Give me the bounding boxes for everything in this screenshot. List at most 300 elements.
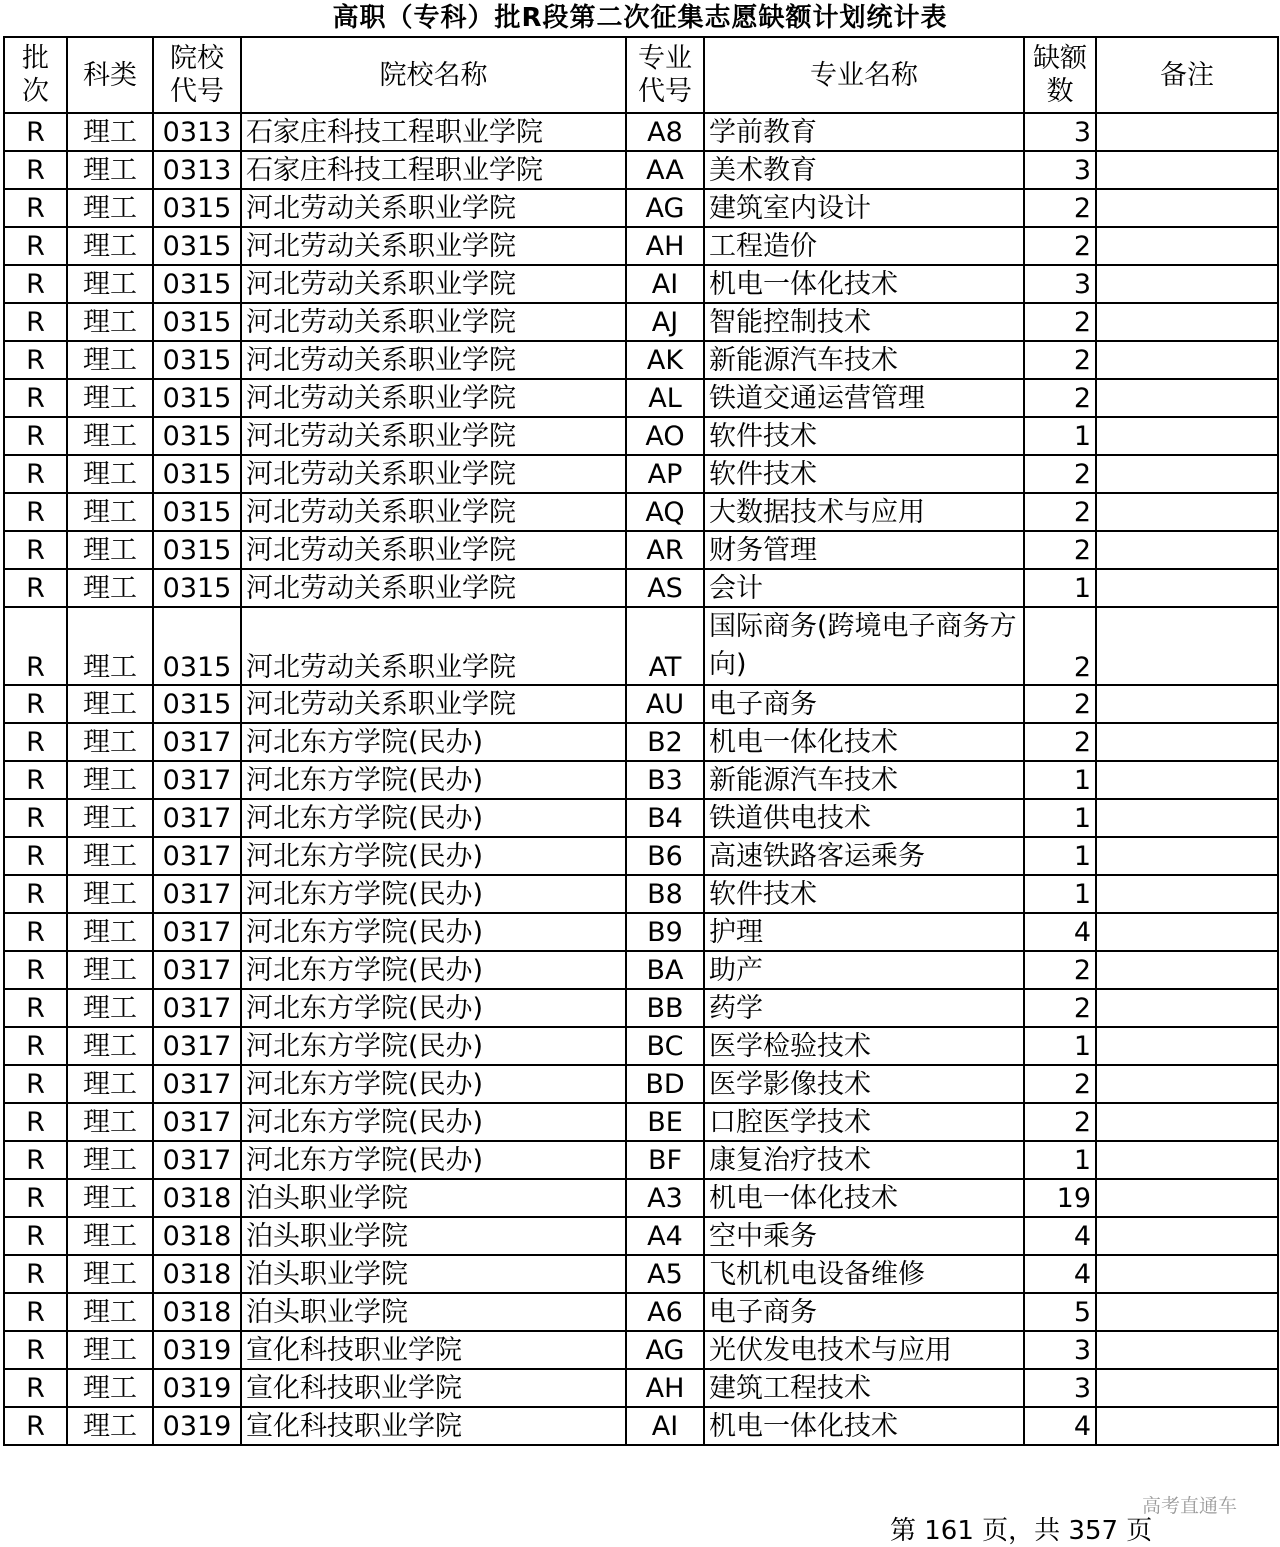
cell-major-code: BB	[626, 989, 704, 1027]
page-title: 高职（专科）批R段第二次征集志愿缺额计划统计表	[332, 3, 948, 33]
cell-remarks	[1096, 913, 1278, 951]
cell-major-code: AI	[626, 1407, 704, 1445]
cell-batch: R	[4, 417, 67, 455]
cell-school-code: 0318	[153, 1179, 241, 1217]
cell-school-code: 0313	[153, 151, 241, 189]
cell-vacancy: 2	[1024, 685, 1096, 723]
cell-remarks	[1096, 723, 1278, 761]
cell-major-code: AQ	[626, 493, 704, 531]
cell-major-code: AJ	[626, 303, 704, 341]
cell-remarks	[1096, 1255, 1278, 1293]
cell-school-name: 河北劳动关系职业学院	[241, 379, 626, 417]
cell-school-code: 0317	[153, 837, 241, 875]
cell-major-code: A4	[626, 1217, 704, 1255]
cell-school-name: 河北劳动关系职业学院	[241, 265, 626, 303]
table-row	[4, 113, 1278, 151]
cell-school-code: 0317	[153, 951, 241, 989]
cell-school-name: 河北东方学院(民办)	[241, 1103, 626, 1141]
header-major-code	[626, 37, 704, 113]
cell-major-code: BF	[626, 1141, 704, 1179]
cell-school-name: 河北劳动关系职业学院	[241, 493, 626, 531]
cell-remarks	[1096, 1027, 1278, 1065]
table-row	[4, 607, 1278, 685]
cell-remarks	[1096, 455, 1278, 493]
cell-school-code: 0319	[153, 1407, 241, 1445]
cell-major-code: B4	[626, 799, 704, 837]
cell-major-name: 会计	[704, 569, 1024, 607]
cell-major-name: 财务管理	[704, 531, 1024, 569]
quota-table	[3, 36, 1279, 1446]
cell-batch: R	[4, 493, 67, 531]
cell-school-name: 宣化科技职业学院	[241, 1331, 626, 1369]
cell-remarks	[1096, 1217, 1278, 1255]
cell-category: 理工	[67, 1407, 153, 1445]
cell-major-name: 智能控制技术	[704, 303, 1024, 341]
cell-school-code: 0315	[153, 379, 241, 417]
cell-remarks	[1096, 685, 1278, 723]
cell-major-code: A3	[626, 1179, 704, 1217]
cell-vacancy: 1	[1024, 875, 1096, 913]
cell-remarks	[1096, 113, 1278, 151]
cell-major-code: B8	[626, 875, 704, 913]
cell-remarks	[1096, 417, 1278, 455]
cell-school-code: 0315	[153, 455, 241, 493]
cell-major-name: 光伏发电技术与应用	[704, 1331, 1024, 1369]
cell-school-code: 0318	[153, 1293, 241, 1331]
cell-category: 理工	[67, 1369, 153, 1407]
cell-category: 理工	[67, 761, 153, 799]
cell-school-name: 河北东方学院(民办)	[241, 723, 626, 761]
cell-school-code: 0317	[153, 989, 241, 1027]
table-row	[4, 685, 1278, 723]
cell-major-name: 工程造价	[704, 227, 1024, 265]
cell-vacancy: 4	[1024, 1255, 1096, 1293]
cell-major-code: BA	[626, 951, 704, 989]
header-batch-line2: 次	[22, 76, 49, 107]
cell-school-name: 石家庄科技工程职业学院	[241, 113, 626, 151]
cell-category: 理工	[67, 379, 153, 417]
watermark: 高考直通车	[1142, 1495, 1238, 1517]
cell-major-code: AK	[626, 341, 704, 379]
cell-vacancy: 2	[1024, 1103, 1096, 1141]
cell-batch: R	[4, 1065, 67, 1103]
cell-school-name: 河北东方学院(民办)	[241, 1065, 626, 1103]
table-row	[4, 569, 1278, 607]
cell-school-name: 泊头职业学院	[241, 1217, 626, 1255]
cell-school-code: 0318	[153, 1255, 241, 1293]
cell-major-name: 美术教育	[704, 151, 1024, 189]
cell-batch: R	[4, 113, 67, 151]
cell-school-name: 河北东方学院(民办)	[241, 799, 626, 837]
table-row	[4, 227, 1278, 265]
cell-vacancy: 1	[1024, 761, 1096, 799]
cell-school-code: 0319	[153, 1369, 241, 1407]
cell-category: 理工	[67, 417, 153, 455]
cell-school-code: 0315	[153, 493, 241, 531]
cell-category: 理工	[67, 875, 153, 913]
cell-category: 理工	[67, 1217, 153, 1255]
cell-major-name: 软件技术	[704, 417, 1024, 455]
cell-batch: R	[4, 1407, 67, 1445]
cell-major-code: A6	[626, 1293, 704, 1331]
cell-major-name: 软件技术	[704, 875, 1024, 913]
cell-remarks	[1096, 493, 1278, 531]
cell-vacancy: 19	[1024, 1179, 1096, 1217]
cell-school-name: 泊头职业学院	[241, 1255, 626, 1293]
table-row	[4, 417, 1278, 455]
cell-school-name: 河北东方学院(民办)	[241, 1027, 626, 1065]
cell-major-name: 大数据技术与应用	[704, 493, 1024, 531]
table-header-row	[4, 37, 1278, 113]
table-row	[4, 1407, 1278, 1445]
cell-major-name: 机电一体化技术	[704, 723, 1024, 761]
cell-category: 理工	[67, 1027, 153, 1065]
cell-major-code: AR	[626, 531, 704, 569]
cell-vacancy: 2	[1024, 723, 1096, 761]
cell-school-code: 0317	[153, 723, 241, 761]
cell-vacancy: 2	[1024, 379, 1096, 417]
cell-category: 理工	[67, 227, 153, 265]
cell-major-code: B6	[626, 837, 704, 875]
cell-major-name: 铁道交通运营管理	[704, 379, 1024, 417]
cell-school-name: 宣化科技职业学院	[241, 1407, 626, 1445]
table-row	[4, 151, 1278, 189]
header-vacancy-line2: 数	[1046, 76, 1074, 107]
cell-major-name: 铁道供电技术	[704, 799, 1024, 837]
cell-batch: R	[4, 189, 67, 227]
table-row	[4, 1255, 1278, 1293]
header-school-code-line2: 代号	[170, 76, 224, 107]
cell-category: 理工	[67, 455, 153, 493]
cell-major-name: 高速铁路客运乘务	[704, 837, 1024, 875]
cell-major-code: AI	[626, 265, 704, 303]
table-row	[4, 951, 1278, 989]
cell-remarks	[1096, 227, 1278, 265]
cell-category: 理工	[67, 1141, 153, 1179]
cell-major-name: 口腔医学技术	[704, 1103, 1024, 1141]
cell-category: 理工	[67, 913, 153, 951]
cell-batch: R	[4, 1255, 67, 1293]
cell-batch: R	[4, 951, 67, 989]
cell-vacancy: 4	[1024, 1217, 1096, 1255]
cell-batch: R	[4, 531, 67, 569]
cell-school-name: 河北劳动关系职业学院	[241, 189, 626, 227]
cell-school-code: 0317	[153, 1027, 241, 1065]
cell-school-code: 0315	[153, 341, 241, 379]
header-batch	[4, 37, 67, 113]
cell-vacancy: 2	[1024, 1065, 1096, 1103]
cell-school-code: 0315	[153, 569, 241, 607]
cell-vacancy: 2	[1024, 989, 1096, 1027]
cell-category: 理工	[67, 1179, 153, 1217]
cell-category: 理工	[67, 1331, 153, 1369]
cell-school-code: 0315	[153, 607, 241, 685]
cell-remarks	[1096, 531, 1278, 569]
cell-major-code: AT	[626, 607, 704, 685]
cell-major-name: 新能源汽车技术	[704, 761, 1024, 799]
cell-major-name: 国际商务(跨境电子商务方向)	[704, 607, 1024, 685]
cell-batch: R	[4, 761, 67, 799]
cell-remarks	[1096, 1331, 1278, 1369]
cell-school-name: 河北劳动关系职业学院	[241, 685, 626, 723]
cell-major-name: 电子商务	[704, 685, 1024, 723]
cell-vacancy: 2	[1024, 227, 1096, 265]
cell-school-code: 0318	[153, 1217, 241, 1255]
cell-school-code: 0317	[153, 1141, 241, 1179]
cell-vacancy: 2	[1024, 303, 1096, 341]
cell-batch: R	[4, 569, 67, 607]
cell-batch: R	[4, 1369, 67, 1407]
cell-batch: R	[4, 875, 67, 913]
cell-category: 理工	[67, 989, 153, 1027]
cell-school-name: 河北东方学院(民办)	[241, 837, 626, 875]
cell-vacancy: 3	[1024, 265, 1096, 303]
cell-remarks	[1096, 265, 1278, 303]
cell-school-name: 河北劳动关系职业学院	[241, 455, 626, 493]
cell-major-code: AH	[626, 1369, 704, 1407]
cell-batch: R	[4, 723, 67, 761]
cell-school-name: 石家庄科技工程职业学院	[241, 151, 626, 189]
cell-school-name: 河北东方学院(民办)	[241, 989, 626, 1027]
cell-major-name: 学前教育	[704, 113, 1024, 151]
cell-school-code: 0317	[153, 799, 241, 837]
cell-vacancy: 1	[1024, 569, 1096, 607]
cell-school-name: 宣化科技职业学院	[241, 1369, 626, 1407]
cell-remarks	[1096, 1065, 1278, 1103]
cell-school-code: 0315	[153, 265, 241, 303]
cell-major-name: 空中乘务	[704, 1217, 1024, 1255]
table-row	[4, 265, 1278, 303]
table-row	[4, 1217, 1278, 1255]
header-major-code-line1: 专业	[638, 43, 692, 74]
table-row	[4, 913, 1278, 951]
cell-remarks	[1096, 989, 1278, 1027]
cell-major-name: 助产	[704, 951, 1024, 989]
cell-major-code: AL	[626, 379, 704, 417]
cell-school-name: 河北劳动关系职业学院	[241, 341, 626, 379]
cell-vacancy: 1	[1024, 799, 1096, 837]
cell-school-name: 河北东方学院(民办)	[241, 951, 626, 989]
cell-major-code: BC	[626, 1027, 704, 1065]
table-row	[4, 1065, 1278, 1103]
cell-school-code: 0315	[153, 303, 241, 341]
cell-vacancy: 1	[1024, 417, 1096, 455]
table-row	[4, 455, 1278, 493]
cell-category: 理工	[67, 189, 153, 227]
cell-remarks	[1096, 1103, 1278, 1141]
cell-major-code: BE	[626, 1103, 704, 1141]
cell-remarks	[1096, 341, 1278, 379]
header-major-name: 专业名称	[704, 37, 1024, 113]
cell-major-code: B3	[626, 761, 704, 799]
cell-vacancy: 2	[1024, 607, 1096, 685]
cell-category: 理工	[67, 607, 153, 685]
table-body	[4, 113, 1278, 1445]
cell-major-code: A8	[626, 113, 704, 151]
header-vacancy-line1: 缺额	[1033, 43, 1087, 74]
cell-major-name: 药学	[704, 989, 1024, 1027]
table-row	[4, 723, 1278, 761]
cell-vacancy: 3	[1024, 113, 1096, 151]
cell-batch: R	[4, 227, 67, 265]
cell-school-name: 河北东方学院(民办)	[241, 1141, 626, 1179]
cell-category: 理工	[67, 341, 153, 379]
cell-remarks	[1096, 151, 1278, 189]
table-row	[4, 1141, 1278, 1179]
cell-major-name: 建筑室内设计	[704, 189, 1024, 227]
cell-major-code: AA	[626, 151, 704, 189]
cell-batch: R	[4, 341, 67, 379]
cell-category: 理工	[67, 531, 153, 569]
cell-major-name: 机电一体化技术	[704, 1407, 1024, 1445]
cell-major-code: AG	[626, 189, 704, 227]
cell-vacancy: 5	[1024, 1293, 1096, 1331]
table-row	[4, 303, 1278, 341]
table-row	[4, 493, 1278, 531]
cell-school-code: 0317	[153, 1103, 241, 1141]
cell-batch: R	[4, 1293, 67, 1331]
cell-school-name: 河北东方学院(民办)	[241, 875, 626, 913]
cell-vacancy: 3	[1024, 151, 1096, 189]
cell-major-name: 医学检验技术	[704, 1027, 1024, 1065]
cell-category: 理工	[67, 685, 153, 723]
cell-major-name: 机电一体化技术	[704, 265, 1024, 303]
cell-remarks	[1096, 569, 1278, 607]
cell-major-name: 建筑工程技术	[704, 1369, 1024, 1407]
cell-batch: R	[4, 379, 67, 417]
cell-remarks	[1096, 799, 1278, 837]
cell-vacancy: 1	[1024, 1141, 1096, 1179]
cell-major-name: 机电一体化技术	[704, 1179, 1024, 1217]
cell-major-code: AG	[626, 1331, 704, 1369]
cell-category: 理工	[67, 1293, 153, 1331]
cell-school-code: 0315	[153, 227, 241, 265]
cell-batch: R	[4, 837, 67, 875]
cell-school-name: 河北劳动关系职业学院	[241, 569, 626, 607]
cell-school-code: 0317	[153, 1065, 241, 1103]
cell-school-code: 0315	[153, 685, 241, 723]
table-row	[4, 1293, 1278, 1331]
cell-vacancy: 1	[1024, 837, 1096, 875]
cell-school-code: 0315	[153, 531, 241, 569]
table-row	[4, 1179, 1278, 1217]
cell-remarks	[1096, 1407, 1278, 1445]
cell-major-code: BD	[626, 1065, 704, 1103]
cell-vacancy: 3	[1024, 1369, 1096, 1407]
cell-major-code: B9	[626, 913, 704, 951]
cell-school-name: 河北劳动关系职业学院	[241, 227, 626, 265]
header-remarks: 备注	[1096, 37, 1278, 113]
table-row	[4, 531, 1278, 569]
cell-remarks	[1096, 1293, 1278, 1331]
cell-school-code: 0315	[153, 189, 241, 227]
cell-category: 理工	[67, 303, 153, 341]
cell-vacancy: 2	[1024, 455, 1096, 493]
table-row	[4, 341, 1278, 379]
cell-major-code: AU	[626, 685, 704, 723]
cell-category: 理工	[67, 265, 153, 303]
cell-major-code: AS	[626, 569, 704, 607]
cell-category: 理工	[67, 569, 153, 607]
cell-vacancy: 2	[1024, 189, 1096, 227]
cell-school-code: 0317	[153, 761, 241, 799]
cell-major-name: 护理	[704, 913, 1024, 951]
cell-remarks	[1096, 1179, 1278, 1217]
table-row	[4, 1369, 1278, 1407]
cell-remarks	[1096, 1141, 1278, 1179]
header-school-code	[153, 37, 241, 113]
cell-batch: R	[4, 913, 67, 951]
header-major-code-line2: 代号	[638, 76, 692, 107]
cell-category: 理工	[67, 837, 153, 875]
cell-remarks	[1096, 379, 1278, 417]
cell-category: 理工	[67, 493, 153, 531]
cell-major-code: B2	[626, 723, 704, 761]
cell-vacancy: 3	[1024, 1331, 1096, 1369]
cell-school-name: 河北劳动关系职业学院	[241, 607, 626, 685]
cell-major-name: 飞机机电设备维修	[704, 1255, 1024, 1293]
cell-category: 理工	[67, 951, 153, 989]
cell-major-code: AH	[626, 227, 704, 265]
cell-vacancy: 2	[1024, 493, 1096, 531]
header-school-code-line1: 院校	[170, 43, 224, 74]
cell-remarks	[1096, 761, 1278, 799]
header-batch-line1: 批	[22, 43, 49, 74]
cell-remarks	[1096, 303, 1278, 341]
cell-batch: R	[4, 799, 67, 837]
cell-remarks	[1096, 837, 1278, 875]
cell-batch: R	[4, 1179, 67, 1217]
cell-vacancy: 2	[1024, 531, 1096, 569]
cell-major-code: A5	[626, 1255, 704, 1293]
table-row	[4, 379, 1278, 417]
cell-batch: R	[4, 685, 67, 723]
cell-batch: R	[4, 303, 67, 341]
cell-major-name: 电子商务	[704, 1293, 1024, 1331]
cell-remarks	[1096, 607, 1278, 685]
cell-vacancy: 2	[1024, 951, 1096, 989]
cell-school-name: 泊头职业学院	[241, 1293, 626, 1331]
cell-category: 理工	[67, 1103, 153, 1141]
cell-category: 理工	[67, 1065, 153, 1103]
table-row	[4, 189, 1278, 227]
cell-batch: R	[4, 1141, 67, 1179]
cell-vacancy: 4	[1024, 1407, 1096, 1445]
cell-school-code: 0315	[153, 417, 241, 455]
cell-vacancy: 1	[1024, 1027, 1096, 1065]
cell-category: 理工	[67, 723, 153, 761]
header-vacancy	[1024, 37, 1096, 113]
cell-batch: R	[4, 455, 67, 493]
cell-batch: R	[4, 607, 67, 685]
cell-batch: R	[4, 989, 67, 1027]
cell-vacancy: 2	[1024, 341, 1096, 379]
cell-school-code: 0313	[153, 113, 241, 151]
table-row	[4, 1027, 1278, 1065]
cell-remarks	[1096, 875, 1278, 913]
header-category: 科类	[67, 37, 153, 113]
cell-school-name: 河北劳动关系职业学院	[241, 531, 626, 569]
cell-school-name: 河北东方学院(民办)	[241, 761, 626, 799]
cell-school-name: 河北东方学院(民办)	[241, 913, 626, 951]
cell-major-code: AO	[626, 417, 704, 455]
cell-vacancy: 4	[1024, 913, 1096, 951]
cell-batch: R	[4, 1103, 67, 1141]
cell-major-name: 新能源汽车技术	[704, 341, 1024, 379]
cell-category: 理工	[67, 1255, 153, 1293]
cell-batch: R	[4, 1331, 67, 1369]
cell-school-code: 0319	[153, 1331, 241, 1369]
